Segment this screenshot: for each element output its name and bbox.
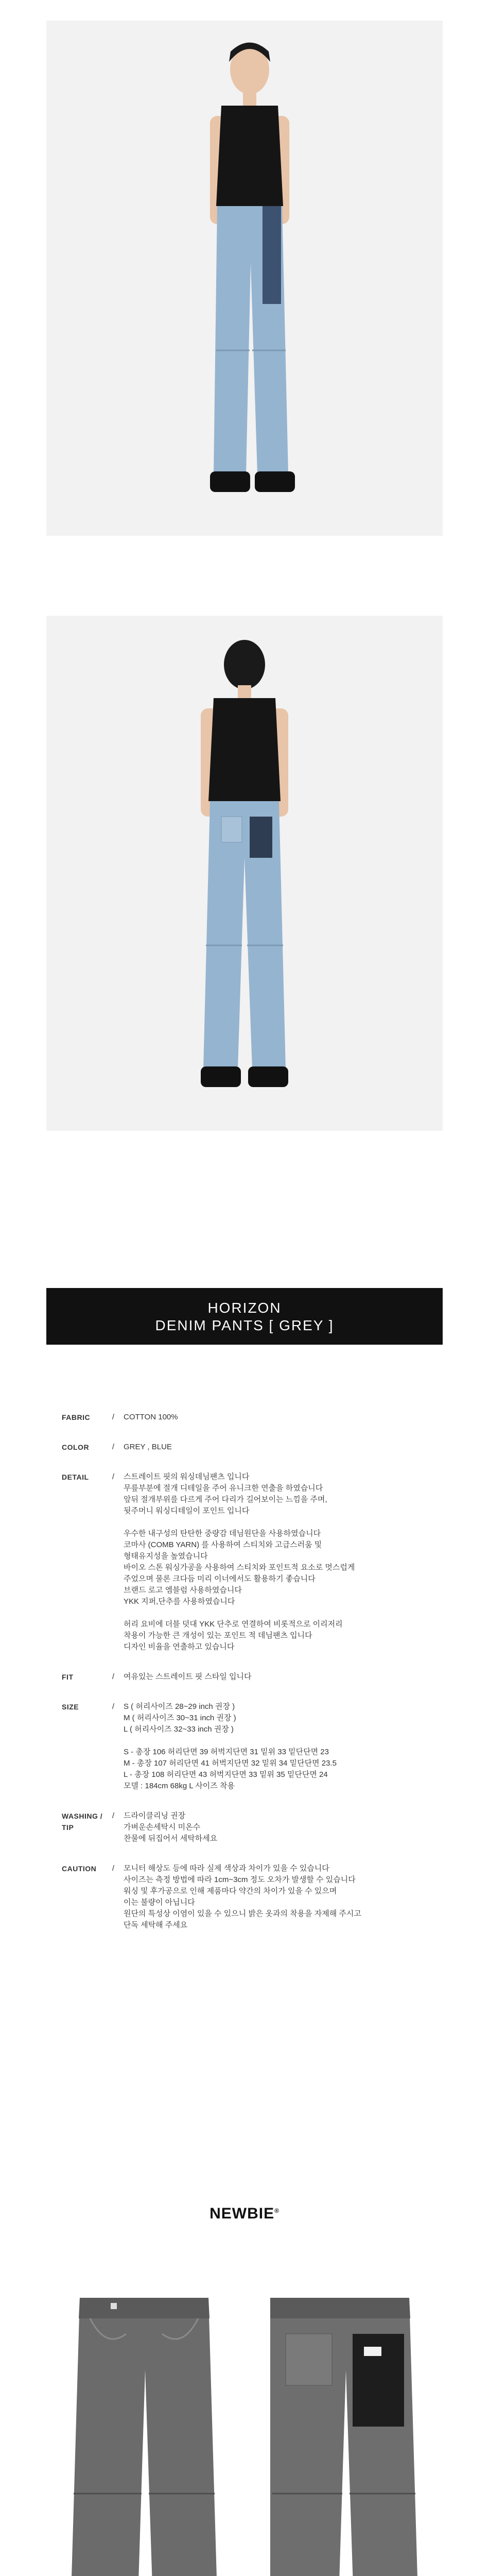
size-line: S ( 허리사이즈 28~29 inch 권장 ): [124, 1702, 235, 1711]
spec-label-color: COLOR: [62, 1443, 90, 1451]
spec-row-detail: [62, 1471, 432, 1653]
detail-paragraph: [124, 1528, 432, 1607]
caution-line: 이는 불량이 아닙니다: [124, 1898, 195, 1907]
spec-row-washing: [62, 1810, 432, 1844]
brand-logo-text: NEWBIE: [209, 2205, 275, 2222]
caution-line: 모니터 해상도 등에 따라 실제 색상과 차이가 있을 수 있습니다: [124, 1864, 329, 1873]
spec-value-fit: 여유있는 스트레이트 핏 스타일 입니다: [124, 1672, 252, 1681]
spec-sep: /: [112, 1672, 115, 1681]
caution-line: 단독 세탁해 주세요: [124, 1921, 188, 1929]
spec-row-color: [62, 1442, 432, 1453]
spec-row-caution: [62, 1863, 432, 1931]
size-line: 모델 : 184cm 68kg L 사이즈 착용: [124, 1782, 235, 1790]
caution-line: 워싱 및 후가공으로 인해 제품마다 약간의 차이가 있을 수 있으며: [124, 1887, 337, 1895]
spec-sep: /: [112, 1702, 115, 1711]
detail-line: 허리 요비에 더블 덧대 YKK 단추로 연결하여 비롯적으로 이리저리: [124, 1620, 343, 1629]
size-line: L - 총장 108 허리단면 43 허벅지단면 33 밑위 35 밑단단면 24: [124, 1770, 328, 1779]
detail-line: 형태유지성을 높였습니다: [124, 1552, 208, 1561]
caution-line: 사이즈는 측정 방법에 따라 1cm~3cm 정도 오차가 발생할 수 있습니다: [124, 1875, 356, 1884]
product-flat-front: [49, 2287, 239, 2576]
spec-row-fabric: [62, 1412, 432, 1423]
size-guide: [124, 1701, 432, 1735]
detail-line: 착용이 가능한 큰 개성이 있는 포인트 적 데님팬츠 입니다: [124, 1631, 312, 1640]
spec-table: [62, 1412, 432, 1950]
spec-label-caution: CAUTION: [62, 1865, 97, 1873]
model-photo-back: [46, 616, 443, 1131]
detail-line: 바이오 스톤 워싱가공을 사용하여 스티치와 포인트적 요소로 멋스럽게: [124, 1563, 355, 1572]
detail-line: YKK 지퍼,단추를 사용하였습니다: [124, 1597, 235, 1606]
spec-row-size: [62, 1701, 432, 1792]
detail-line: 뒷주머니 워싱디테일이 포인트 입니다: [124, 1506, 250, 1515]
product-title-line2: DENIM PANTS [ GREY ]: [155, 1317, 334, 1333]
washing-line: 가벼운손세탁시 미온수: [124, 1823, 201, 1832]
spec-value-color: GREY , BLUE: [124, 1443, 172, 1451]
spec-row-fit: [62, 1671, 432, 1683]
spec-sep: /: [112, 1472, 115, 1481]
detail-line: 브랜드 로고 엠블럼 사용하였습니다: [124, 1586, 242, 1595]
spec-value-size: [124, 1701, 432, 1792]
spec-value-washing: [124, 1810, 432, 1844]
spec-value-fabric: COTTON 100%: [124, 1413, 178, 1421]
brand-logo: [0, 2205, 489, 2223]
detail-line: 우수한 내구성의 탄탄한 중량감 데님원단을 사용하였습니다: [124, 1529, 321, 1538]
detail-line: 앞뒤 절개부위를 다르게 주어 다리가 길어보이는 느낌을 주며,: [124, 1495, 327, 1504]
spec-sep: /: [112, 1443, 115, 1451]
size-line: S - 총장 106 허리단면 39 허벅지단면 31 밑위 33 밑단단면 23: [124, 1748, 329, 1756]
spec-label-washing: WASHING / TIP: [62, 1812, 103, 1832]
spec-label-detail: DETAIL: [62, 1473, 89, 1481]
spec-value-detail: [124, 1471, 432, 1653]
washing-line: 드라이클리닝 권장: [124, 1811, 186, 1820]
spec-label-size: SIZE: [62, 1703, 79, 1711]
spec-label-fit: FIT: [62, 1673, 74, 1681]
washing-line: 찬물에 뒤집어서 세탁하세요: [124, 1834, 218, 1843]
product-title-bar: [46, 1288, 443, 1345]
spec-sep: /: [112, 1413, 115, 1421]
detail-paragraph: [124, 1471, 432, 1517]
detail-line: 스트레이트 핏의 워싱데님팬츠 입니다: [124, 1472, 250, 1481]
spec-sep: /: [112, 1864, 115, 1873]
product-title-line1: HORIZON: [207, 1300, 282, 1316]
spec-sep: /: [112, 1811, 115, 1820]
spec-value-caution: [124, 1863, 432, 1931]
detail-line: 디자인 비율을 연출하고 있습니다: [124, 1642, 235, 1651]
spec-label-fabric: FABRIC: [62, 1413, 91, 1421]
detail-line: 주었으며 물론 크다듬 미리 이너에서도 활용하기 좋습니다: [124, 1574, 316, 1583]
detail-line: 코마사 (COMB YARN) 를 사용하여 스티치와 고급스러움 및: [124, 1540, 322, 1549]
detail-line: 무릎부분에 절개 디테일을 주어 유니크한 연출을 하였습니다: [124, 1484, 323, 1493]
size-line: M ( 허리사이즈 30~31 inch 권장 ): [124, 1714, 236, 1722]
caution-line: 원단의 특성상 이염이 있을 수 있으니 밝은 옷과의 착용을 자제해 주시고: [124, 1909, 361, 1918]
product-flat-back: [250, 2287, 440, 2576]
size-line: L ( 허리사이즈 32~33 inch 권장 ): [124, 1725, 234, 1734]
registered-mark: ®: [274, 2207, 280, 2214]
model-photo-front: [46, 21, 443, 536]
size-line: M - 총장 107 허리단면 41 허벅지단면 32 밑위 34 밑단단면 23.5: [124, 1759, 337, 1768]
detail-paragraph: [124, 1619, 432, 1653]
size-measurements: [124, 1747, 432, 1792]
